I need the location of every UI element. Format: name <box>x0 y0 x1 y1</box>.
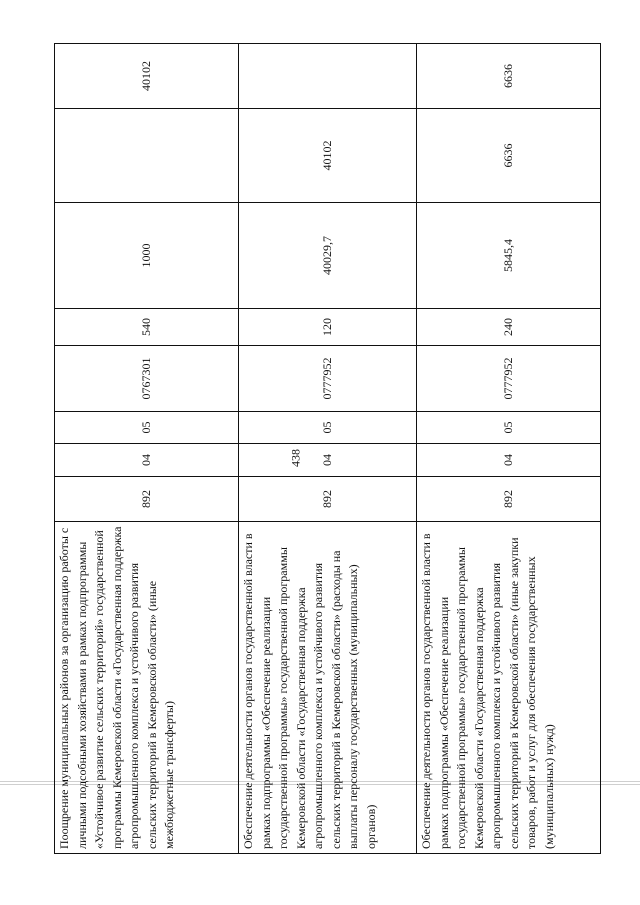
target-article-code: 0777952 <box>417 346 601 412</box>
row-description: Обеспечение деятельности органов государственной власти в рамках подпрограммы «Обеспечение реализации государственной программы» государственной программы Кемеровской области «Государственная поддержка агропромышленного комплекса и устойчивого развития сельских территорий в Кемеровской области» (иные закупки товаров, работ и услуг для обеспечения государственных (муниципальных) нужд) <box>417 522 601 854</box>
subsection-code: 05 <box>239 412 417 444</box>
target-article-code: 0767301 <box>55 346 239 412</box>
ministry-code: 892 <box>239 477 417 522</box>
budget-table <box>54 43 601 854</box>
target-article-code: 0777952 <box>239 346 417 412</box>
expense-type-code: 240 <box>417 309 601 346</box>
expense-type-code: 120 <box>239 309 417 346</box>
section-code: 04 <box>55 444 239 477</box>
row-description: Поощрение муниципальных районов за организацию работы с личными подсобными хозяйствами в рамках подпрограммы «Устойчивое развитие сельских территорий» государственной программы Кемеровской области «Государственная поддержка агропромышленного комплекса и устойчивого развития сельских территорий в Кемеровской области» (иные межбюджетные трансферты) <box>55 522 239 854</box>
amount-3: 40102 <box>55 44 239 109</box>
ministry-code: 892 <box>417 477 601 522</box>
row-description: Обеспечение деятельности органов государственной власти в рамках подпрограммы «Обеспечение реализации государственной программы» государственной программы Кемеровской области «Государственная поддержка агропромышленного комплекса и устойчивого развития сельских территорий в Кемеровской области» (расходы на выплаты персоналу государственных (муниципальных) органов) <box>239 522 417 854</box>
amount-1: 40029,7 <box>239 203 417 309</box>
amount-2 <box>55 109 239 203</box>
amount-3: 6636 <box>417 44 601 109</box>
amount-1: 5845,4 <box>417 203 601 309</box>
ministry-code: 892 <box>55 477 239 522</box>
table-row <box>239 44 417 854</box>
table-row <box>55 44 239 854</box>
subsection-code: 05 <box>55 412 239 444</box>
subsection-code: 05 <box>417 412 601 444</box>
table-row <box>417 44 601 854</box>
page-number: 438 <box>288 449 303 467</box>
amount-3 <box>239 44 417 109</box>
rotated-table-container <box>54 44 600 854</box>
amount-2: 6636 <box>417 109 601 203</box>
amount-2: 40102 <box>239 109 417 203</box>
amount-1: 1000 <box>55 203 239 309</box>
section-code: 04 <box>239 444 417 477</box>
expense-type-code: 540 <box>55 309 239 346</box>
section-code: 04 <box>417 444 601 477</box>
